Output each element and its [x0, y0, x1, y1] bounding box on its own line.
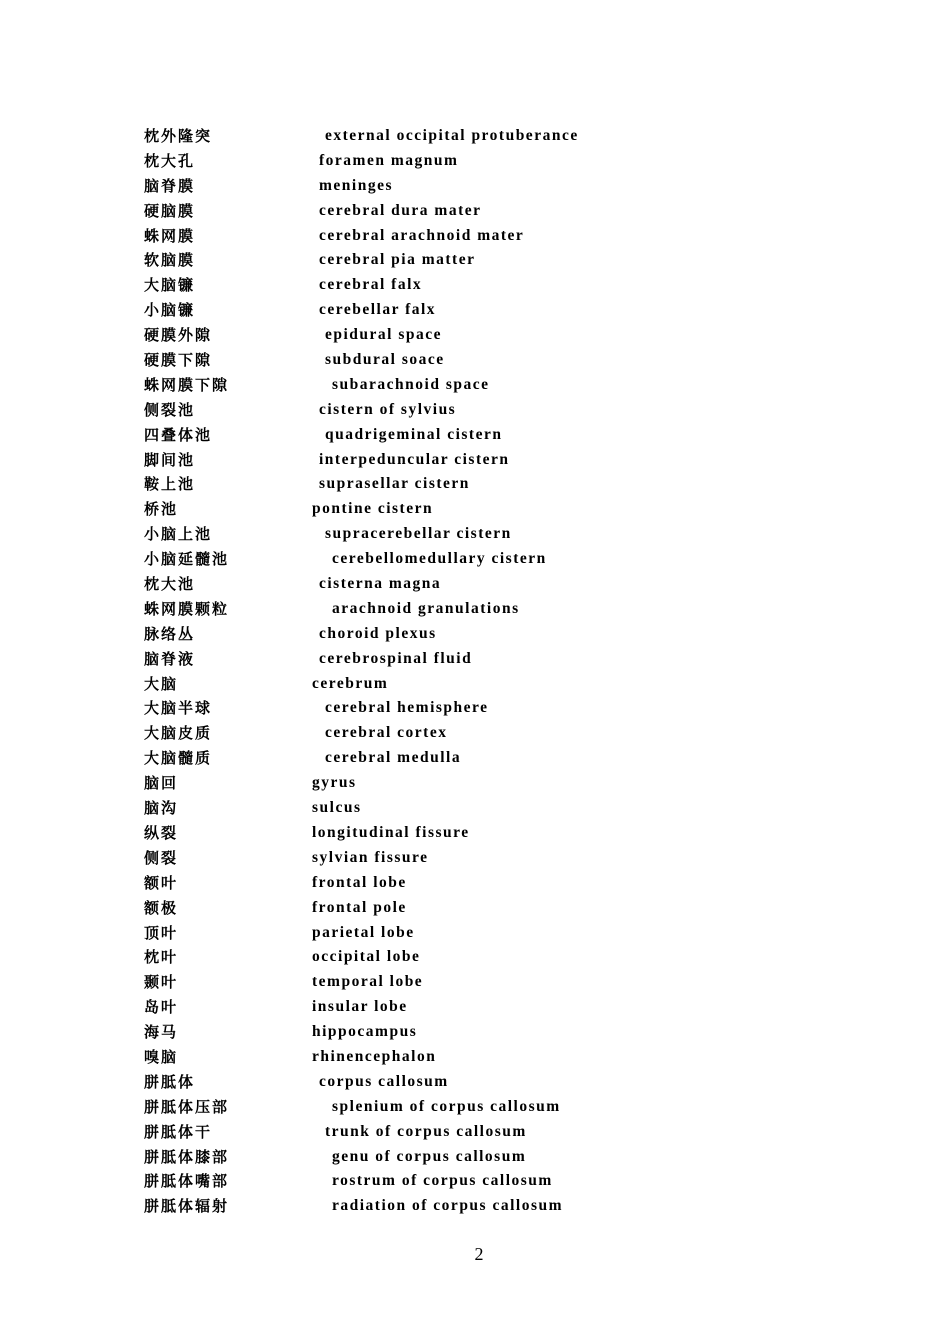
- term-row: [144, 124, 804, 149]
- term-chinese: 硬膜下隙: [144, 351, 213, 370]
- term-row: [144, 323, 804, 348]
- term-english: gyrus: [312, 774, 357, 792]
- term-row: [144, 1145, 804, 1170]
- term-row: [144, 721, 804, 746]
- term-english: external occipital protuberance: [325, 127, 579, 144]
- term-row: [144, 647, 804, 672]
- term-row: [144, 423, 804, 448]
- term-english: choroid plexus: [319, 624, 437, 642]
- term-english: cerebral falx: [319, 276, 423, 294]
- term-english: supracerebellar cistern: [325, 525, 512, 543]
- term-chinese: 胼胝体嘴部: [144, 1172, 230, 1191]
- term-row: [144, 846, 804, 871]
- term-chinese: 枕大池: [144, 575, 196, 594]
- term-chinese: 枕外隆突: [144, 127, 213, 145]
- term-english: frontal pole: [312, 898, 407, 916]
- term-english: parietal lobe: [312, 923, 415, 941]
- term-english: hippocampus: [312, 1023, 418, 1041]
- page-number: 2: [474, 1244, 484, 1264]
- term-english: radiation of corpus callosum: [332, 1197, 564, 1215]
- term-row: [144, 871, 804, 896]
- term-english: insular lobe: [312, 998, 408, 1016]
- term-english: foramen magnum: [319, 151, 459, 169]
- term-chinese: 大脑镰: [144, 276, 196, 295]
- term-chinese: 小脑上池: [144, 525, 213, 544]
- term-chinese: 脑沟: [144, 799, 179, 818]
- term-chinese: 侧裂池: [144, 400, 196, 419]
- term-english: epidural space: [325, 326, 443, 344]
- term-english: rhinencephalon: [312, 1047, 437, 1065]
- term-english: corpus callosum: [319, 1072, 449, 1090]
- term-row: [144, 821, 804, 846]
- term-row: [144, 696, 804, 721]
- term-chinese: 顶叶: [144, 923, 179, 942]
- term-chinese: 胼胝体压部: [144, 1097, 230, 1116]
- term-english: trunk of corpus callosum: [325, 1122, 527, 1140]
- term-english: sulcus: [312, 799, 362, 817]
- term-row: [144, 995, 804, 1020]
- term-english: cerebellomedullary cistern: [332, 550, 547, 568]
- term-english: subdural soace: [325, 351, 445, 369]
- term-chinese: 脑回: [144, 774, 179, 793]
- term-english: quadrigeminal cistern: [325, 425, 503, 443]
- term-row: [144, 1194, 804, 1219]
- term-chinese: 大脑半球: [144, 699, 213, 718]
- term-row: [144, 273, 804, 298]
- term-row: [144, 199, 804, 224]
- term-row: [144, 1095, 804, 1120]
- term-chinese: 岛叶: [144, 998, 179, 1017]
- term-row: [144, 248, 804, 273]
- term-chinese: 硬膜外隙: [144, 326, 213, 345]
- term-chinese: 额极: [144, 898, 179, 917]
- term-chinese: 脑脊膜: [144, 176, 196, 195]
- term-row: [144, 746, 804, 771]
- term-chinese: 小脑延髓池: [144, 550, 230, 569]
- term-chinese: 蛛网膜颗粒: [144, 599, 230, 618]
- term-row: [144, 672, 804, 697]
- term-chinese: 蛛网膜下隙: [144, 375, 230, 394]
- term-chinese: 胼胝体: [144, 1072, 196, 1091]
- term-row: [144, 896, 804, 921]
- term-chinese: 胼胝体膝部: [144, 1147, 230, 1166]
- term-english: cerebral pia matter: [319, 251, 476, 269]
- term-english: cerebral cortex: [325, 724, 448, 742]
- term-english: cisterna magna: [319, 575, 442, 593]
- term-english: cerebrum: [312, 674, 389, 692]
- term-english: cerebral dura mater: [319, 201, 482, 219]
- term-row: [144, 497, 804, 522]
- term-english: rostrum of corpus callosum: [332, 1172, 553, 1190]
- term-row: [144, 298, 804, 323]
- term-row: [144, 1070, 804, 1095]
- term-list: [144, 124, 804, 1219]
- term-row: [144, 224, 804, 249]
- term-row: [144, 149, 804, 174]
- term-chinese: 枕叶: [144, 948, 179, 967]
- term-english: cistern of sylvius: [319, 400, 457, 418]
- term-chinese: 软脑膜: [144, 251, 196, 270]
- term-row: [144, 771, 804, 796]
- term-row: [144, 622, 804, 647]
- term-chinese: 胼胝体干: [144, 1122, 213, 1141]
- term-row: [144, 1045, 804, 1070]
- term-chinese: 海马: [144, 1023, 179, 1042]
- term-chinese: 大脑髓质: [144, 749, 213, 768]
- term-chinese: 脚间池: [144, 450, 196, 469]
- term-chinese: 嗅脑: [144, 1047, 179, 1066]
- term-chinese: 额叶: [144, 873, 179, 892]
- term-english: cerebellar falx: [319, 301, 437, 319]
- term-row: [144, 796, 804, 821]
- term-english: sylvian fissure: [312, 848, 429, 866]
- term-english: genu of corpus callosum: [332, 1147, 527, 1165]
- term-row: [144, 1120, 804, 1145]
- term-english: splenium of corpus callosum: [332, 1097, 561, 1115]
- term-row: [144, 448, 804, 473]
- term-english: interpeduncular cistern: [319, 450, 510, 468]
- term-chinese: 纵裂: [144, 823, 179, 842]
- term-row: [144, 945, 804, 970]
- term-row: [144, 472, 804, 497]
- term-row: [144, 1169, 804, 1194]
- term-chinese: 侧裂: [144, 848, 179, 867]
- term-row: [144, 921, 804, 946]
- term-english: subarachnoid space: [332, 375, 490, 393]
- term-chinese: 大脑: [144, 674, 179, 693]
- term-english: cerebral hemisphere: [325, 699, 489, 717]
- term-chinese: 小脑镰: [144, 301, 196, 320]
- term-chinese: 枕大孔: [144, 151, 196, 170]
- term-chinese: 硬脑膜: [144, 201, 196, 220]
- term-chinese: 脑脊液: [144, 649, 196, 668]
- term-english: pontine cistern: [312, 500, 434, 518]
- term-english: arachnoid granulations: [332, 599, 520, 617]
- term-chinese: 大脑皮质: [144, 724, 213, 743]
- term-english: suprasellar cistern: [319, 475, 470, 493]
- term-english: frontal lobe: [312, 873, 407, 891]
- term-english: meninges: [319, 176, 393, 194]
- term-row: [144, 547, 804, 572]
- term-english: longitudinal fissure: [312, 823, 470, 841]
- term-english: cerebrospinal fluid: [319, 649, 473, 667]
- term-chinese: 蛛网膜: [144, 226, 196, 245]
- term-chinese: 胼胝体辐射: [144, 1197, 230, 1216]
- term-row: [144, 597, 804, 622]
- term-row: [144, 970, 804, 995]
- term-chinese: 桥池: [144, 500, 179, 519]
- term-english: cerebral medulla: [325, 749, 462, 767]
- term-chinese: 脉络丛: [144, 624, 196, 643]
- term-row: [144, 398, 804, 423]
- term-chinese: 四叠体池: [144, 425, 213, 444]
- term-english: cerebral arachnoid mater: [319, 226, 525, 244]
- term-chinese: 颞叶: [144, 973, 179, 992]
- term-row: [144, 373, 804, 398]
- term-chinese: 鞍上池: [144, 475, 196, 494]
- term-row: [144, 348, 804, 373]
- term-row: [144, 572, 804, 597]
- term-row: [144, 522, 804, 547]
- term-row: [144, 174, 804, 199]
- term-english: occipital lobe: [312, 948, 421, 966]
- term-english: temporal lobe: [312, 973, 424, 991]
- term-row: [144, 1020, 804, 1045]
